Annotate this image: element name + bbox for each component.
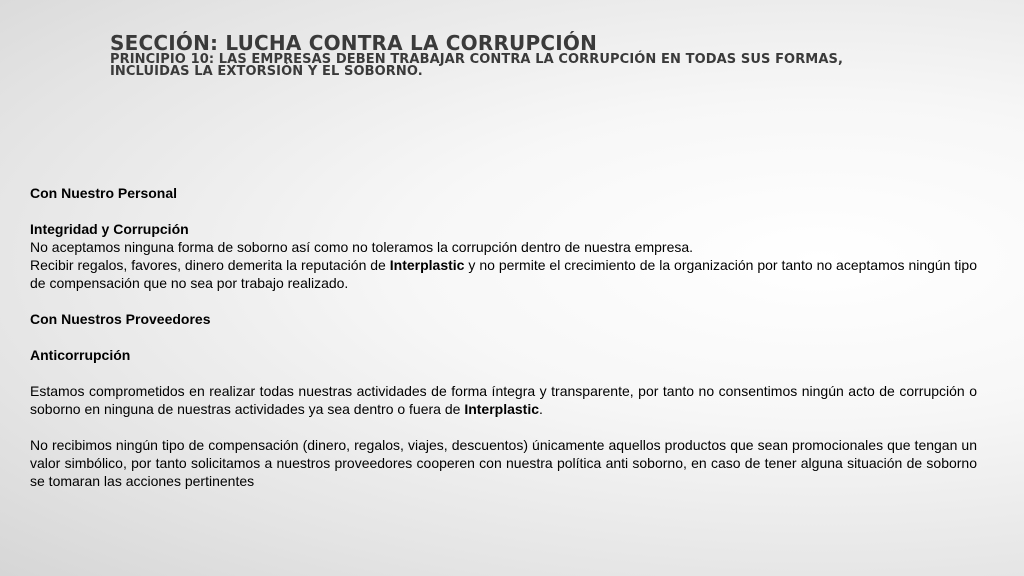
slide-body — [30, 184, 977, 490]
spacer — [30, 328, 977, 346]
personal-paragraph-1: No aceptamos ninguna forma de soborno así como no toleramos la corrupción dentro de nuestra empresa. — [30, 239, 694, 255]
suppliers-heading: Con Nuestros Proveedores — [30, 311, 211, 327]
personal-paragraph-2-start: Recibir regalos, favores, dinero demerita la reputación de — [30, 257, 390, 273]
company-name: Interplastic — [464, 401, 540, 417]
slide-header — [110, 32, 990, 78]
slide-subtitle-line-2: INCLUIDAS LA EXTORSIÓN Y EL SOBORNO. — [110, 64, 423, 79]
suppliers-paragraph-2: No recibimos ningún tipo de compensación (dinero, regalos, viajes, descuentos) únicamente aquellos productos que sean promocionales que tengan un valor simbólico, por tanto solicitamos a nuestros proveedores cooperen con nuestra política anti soborno, en caso de tener alguna situación de soborno se tomaran las acciones pertinentes — [30, 437, 977, 489]
slide-subtitle-line-1: PRINCIPIO 10: LAS EMPRESAS DEBEN TRABAJAR CONTRA LA CORRUPCIÓN EN TODAS SUS FORMAS, — [110, 52, 844, 67]
slide-title: SECCIÓN: LUCHA CONTRA LA CORRUPCIÓN — [110, 31, 598, 55]
company-name: Interplastic — [389, 257, 465, 273]
personal-paragraph-2-end: y no permite el crecimiento de la organización por tanto no aceptamos ningún tipo de compensación que no sea por trabajo realizado. — [30, 257, 977, 291]
personal-heading: Con Nuestro Personal — [30, 185, 178, 201]
spacer — [30, 364, 977, 382]
suppliers-paragraph-1-end: . — [539, 401, 543, 417]
suppliers-paragraph-1-start: Estamos comprometidos en realizar todas nuestras actividades de forma íntegra y transparente, por tanto no consentimos ningún acto de corrupción o soborno en ninguna de nuestras actividades ya sea dentro o fuera de — [30, 383, 977, 417]
suppliers-paragraph-1 — [30, 382, 977, 418]
anticorruption-subheading: Anticorrupción — [30, 347, 131, 363]
spacer — [30, 292, 977, 310]
spacer — [30, 418, 977, 436]
spacer — [30, 202, 977, 220]
integrity-subheading: Integridad y Corrupción — [30, 221, 189, 237]
personal-paragraph-2 — [30, 256, 977, 292]
